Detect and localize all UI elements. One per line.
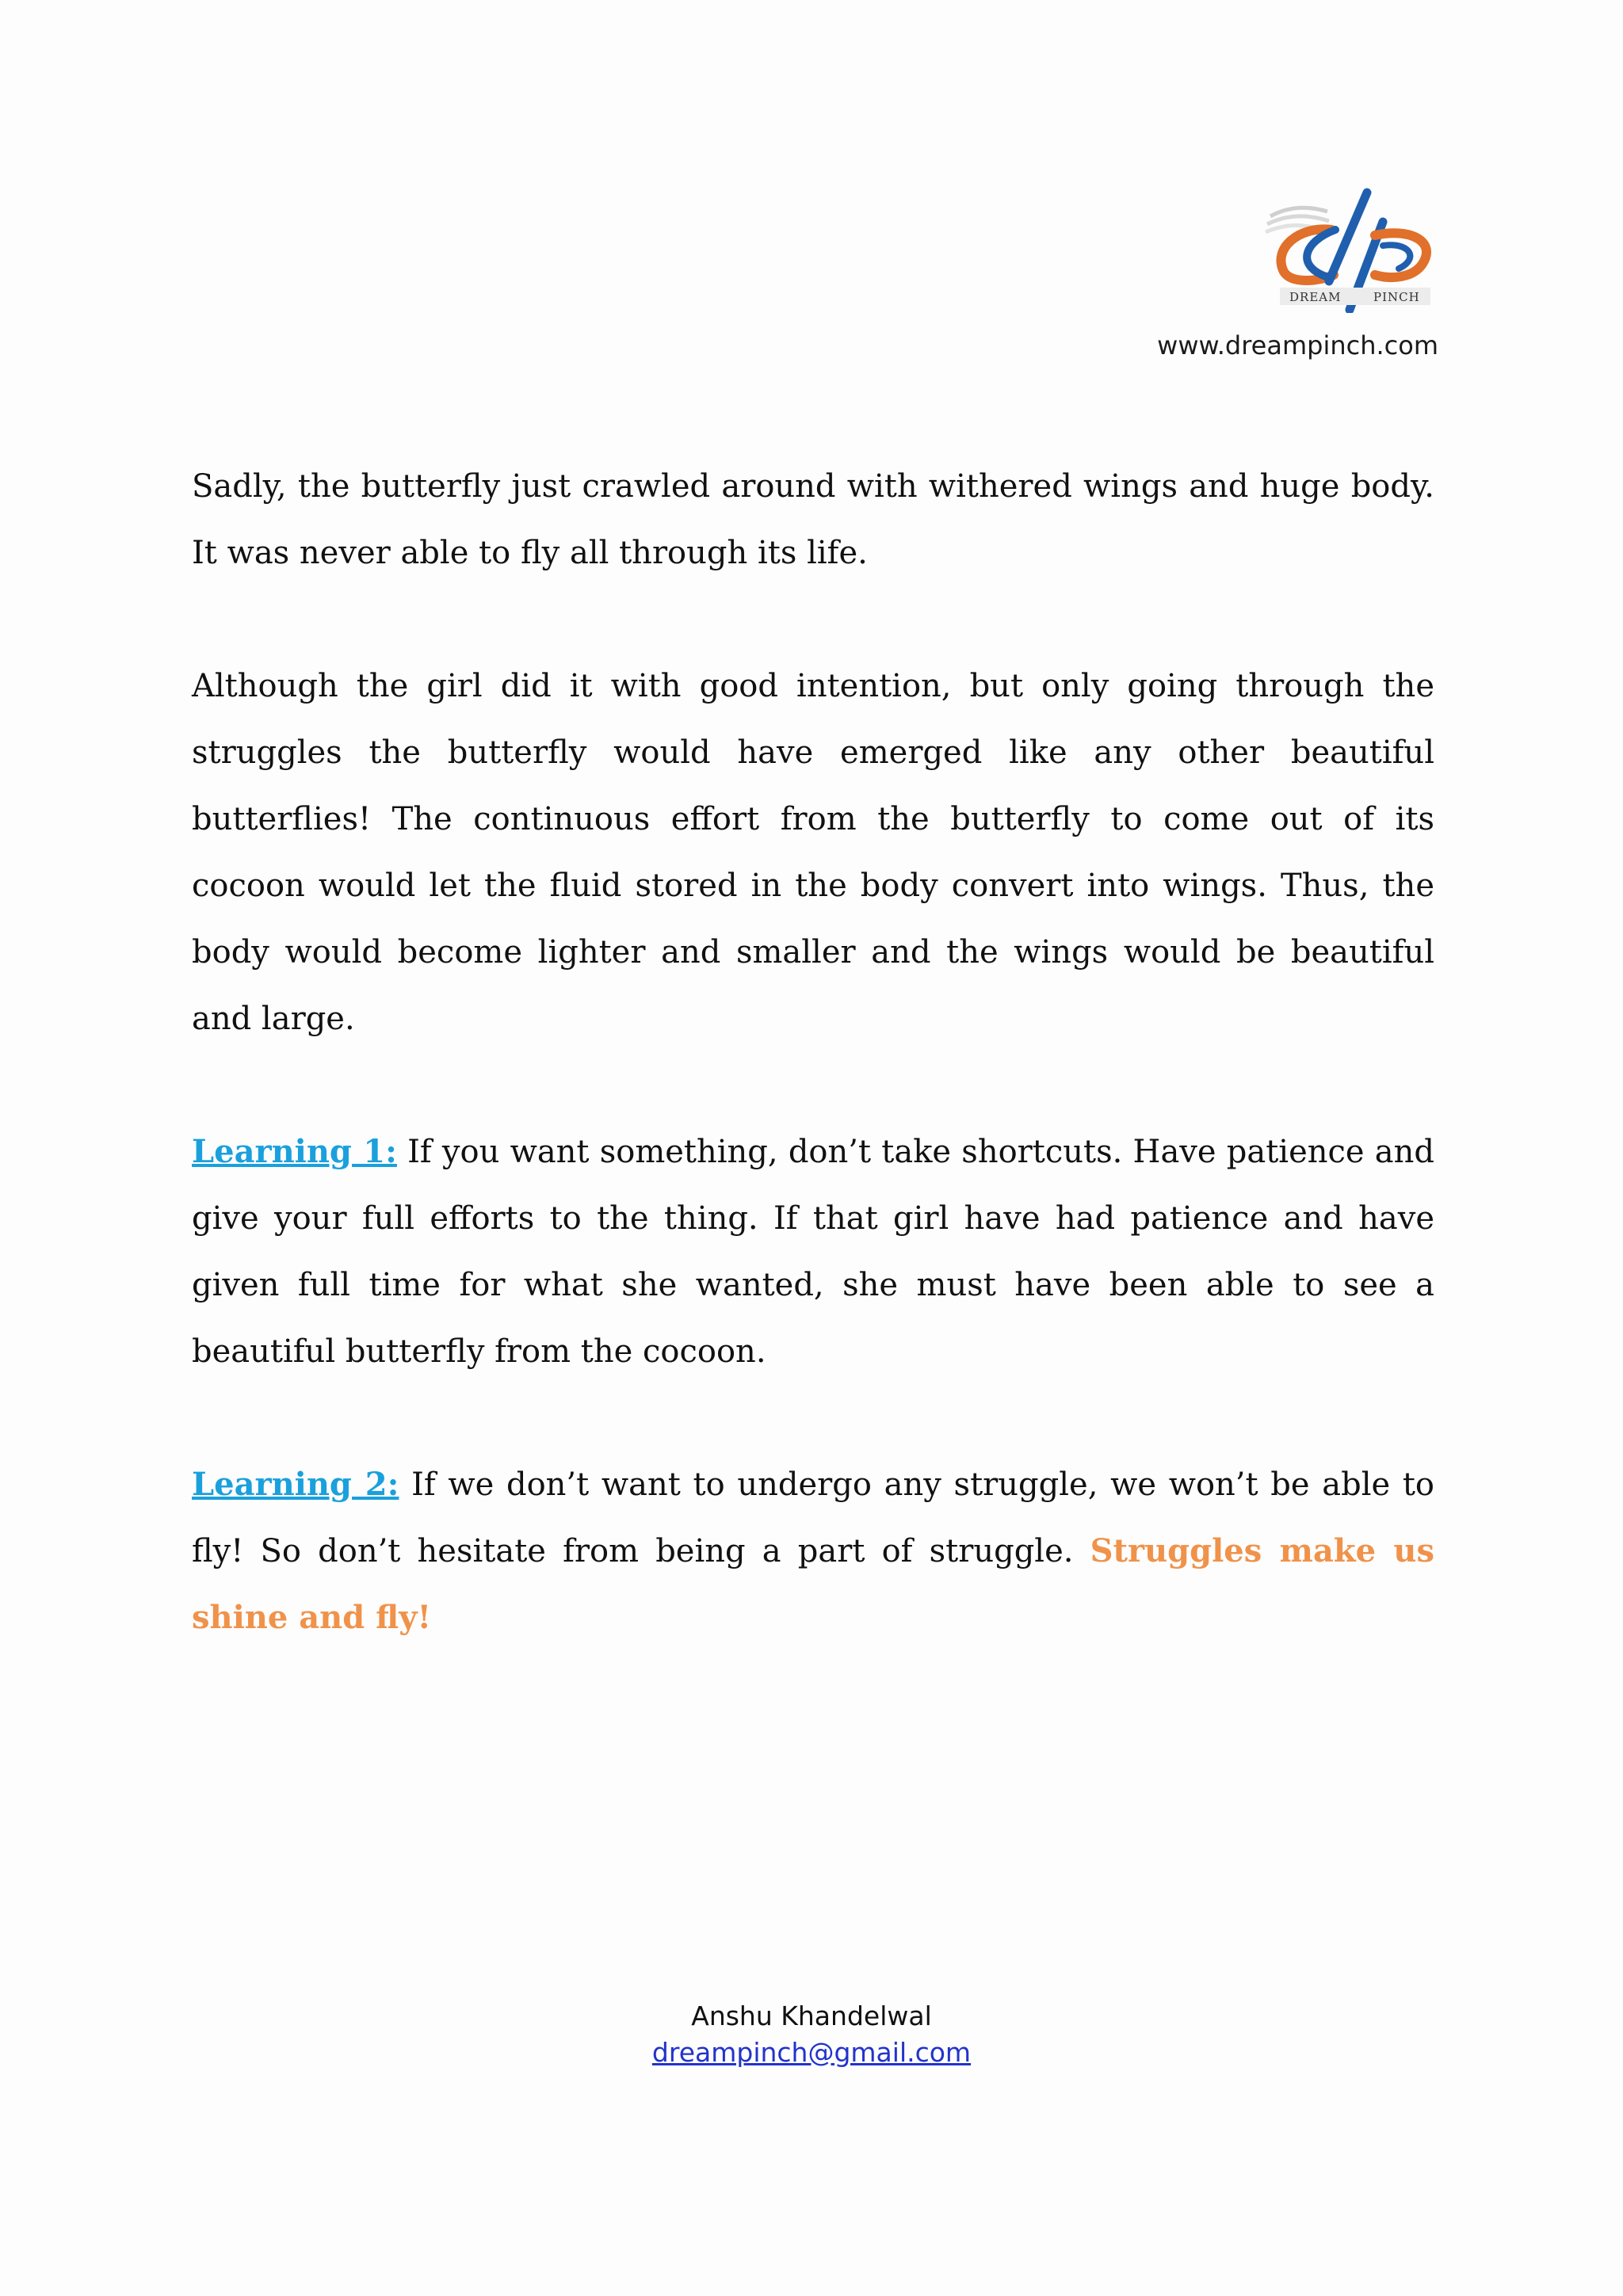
footer (0, 1998, 1623, 2071)
learning-1-label: Learning 1: (192, 1133, 397, 1170)
footer-email-link[interactable]: dreampinch@gmail.com (651, 2037, 972, 2068)
document-body (192, 453, 1434, 1718)
paragraph-1: Sadly, the butterfly just crawled around with withered wings and huge body. It was never able to fly all through its life. (192, 468, 1434, 571)
logo-word-dream: DREAM (1289, 290, 1342, 304)
dreampinch-logo (1264, 186, 1438, 313)
logo-word-pinch: PINCH (1373, 290, 1420, 304)
paragraph-2: Although the girl did it with good intention, but only going through the struggles the butterfly would have emerged like any other beautiful butterflies! The continuous effort from the butterfly to come out of its cocoon would let the fluid stored in the body convert into wings. Thus, the body would become lighter and smaller and the wings would be beautiful and large. (192, 668, 1434, 1037)
learning-1-paragraph (192, 1119, 1434, 1385)
learning-1-text: If you want something, don’t take shortcuts. Have patience and give your full efforts to the thing. If that girl have had patience and have given full time for what she wanted, she must have been able to see a beautiful butterfly from the cocoon. (192, 1134, 1435, 1370)
learning-2-highlight: Struggles make us shine and fly! (192, 1532, 1434, 1636)
learning-2-label: Learning 2: (192, 1466, 399, 1503)
footer-author: Anshu Khandelwal (691, 2000, 932, 2031)
learning-2-text: If we don’t want to undergo any struggle, we won’t be able to fly! So don’t hesitate from being a part of struggle. (192, 1466, 1435, 1569)
header-logo-block (1125, 186, 1438, 368)
learning-2-paragraph (192, 1451, 1434, 1651)
site-url: www.dreampinch.com (1157, 330, 1438, 360)
